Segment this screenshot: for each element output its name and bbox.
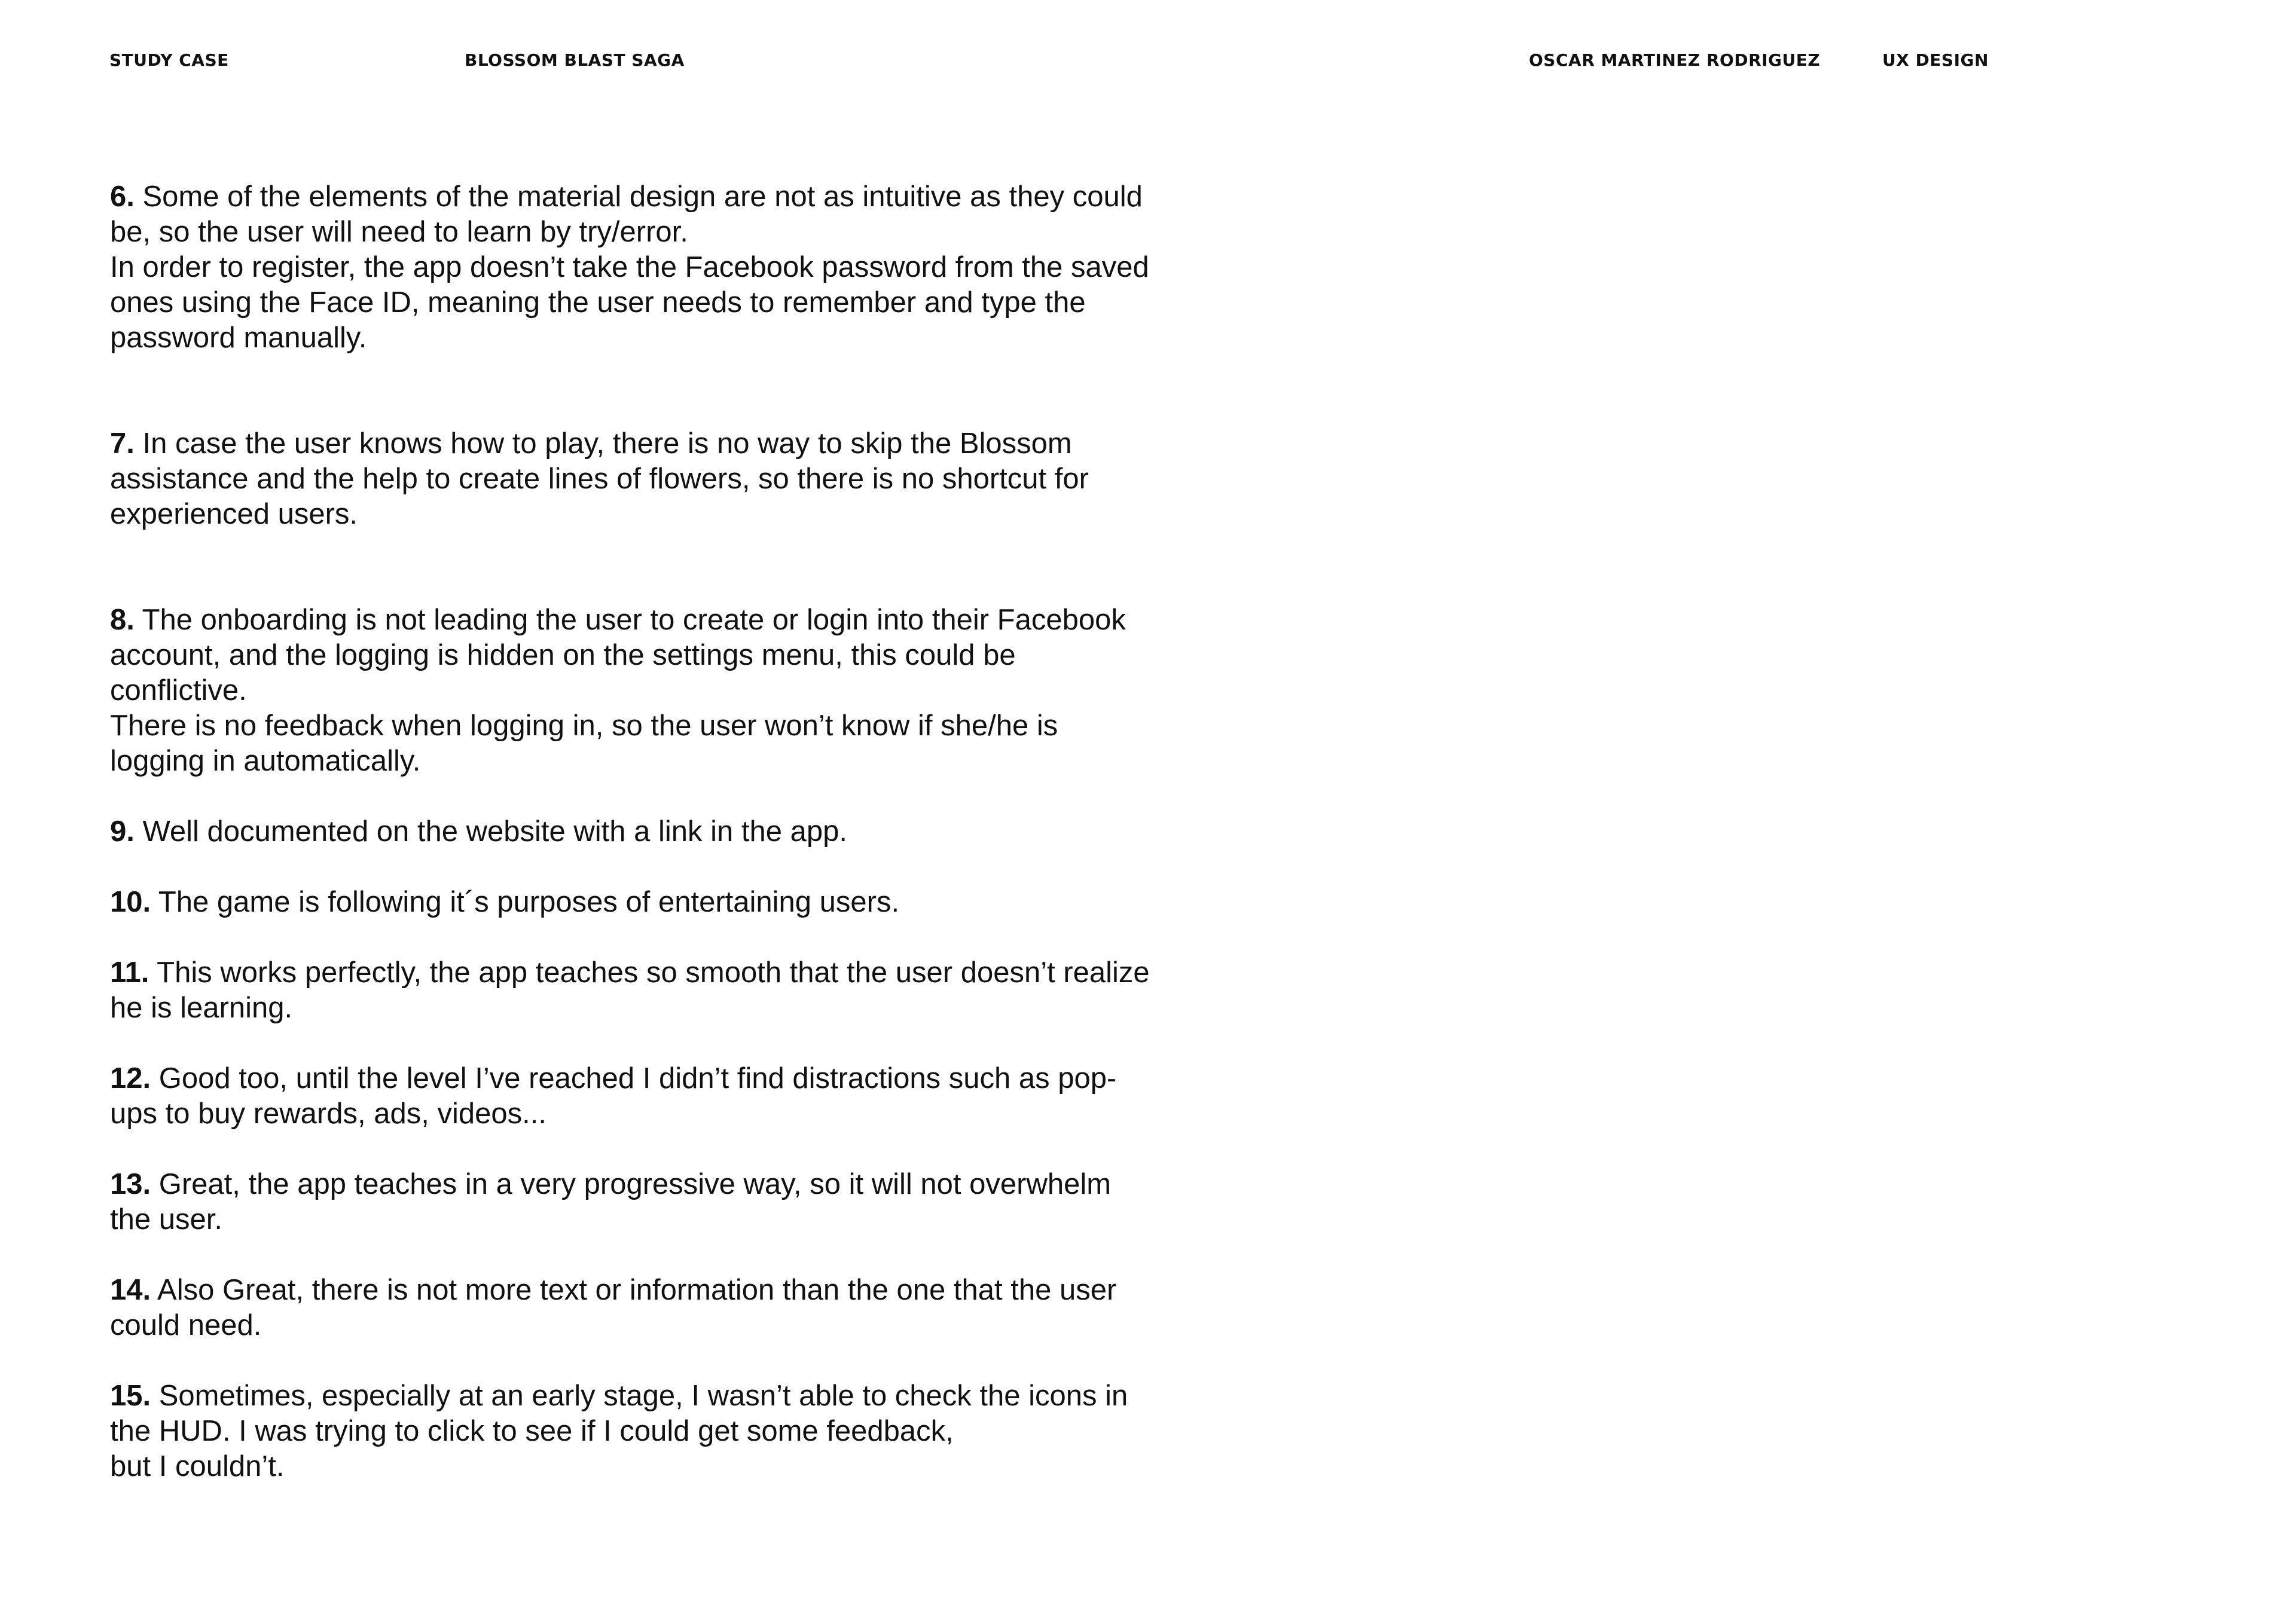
finding-number: 15. [110,1380,151,1412]
finding-text: The game is following it´s purposes of entertaining users. [158,886,900,918]
finding-paragraph [110,179,1150,250]
header-project-title: BLOSSOM BLAST SAGA [465,50,685,70]
finding-text: Sometimes, especially at an early stage, I wasn’t able to check the icons in the HUD. I was trying to click to see if I could get some feedback, [110,1380,1128,1447]
finding-text: Some of the elements of the material design are not as intuitive as they could be, so the user will need to learn by try/error. [110,181,1143,248]
header-study-case: STUDY CASE [109,50,229,70]
finding-item-12 [110,1061,1150,1132]
finding-number: 11. [110,956,149,989]
finding-item-13 [110,1167,1150,1237]
finding-paragraph [110,955,1150,1026]
finding-paragraph [110,814,1150,849]
finding-extra-text: In order to register, the app doesn’t take the Facebook password from the saved ones using the Face ID, meaning the user needs to remember and type the password manually. [110,251,1149,354]
finding-paragraph [110,885,1150,920]
finding-paragraph [110,1167,1150,1237]
finding-number: 10. [110,886,151,918]
finding-item-10 [110,885,1150,920]
header-discipline: UX DESIGN [1882,50,1989,70]
findings-list [110,179,1150,1484]
finding-text: Good too, until the level I’ve reached I didn’t find distractions such as pop-ups to buy rewards, ads, videos... [110,1062,1117,1130]
finding-item-15 [110,1379,1150,1484]
finding-text: This works perfectly, the app teaches so smooth that the user doesn’t realize he is learning. [110,956,1150,1024]
finding-number: 6. [110,181,135,213]
finding-number: 14. [110,1274,151,1306]
finding-paragraph [110,1061,1150,1132]
finding-paragraph [110,1273,1150,1343]
finding-item-14 [110,1273,1150,1343]
page-header [0,50,2296,80]
finding-text: The onboarding is not leading the user to create or login into their Facebook account, and the logging is hidden on the settings menu, this could be conflictive. [110,604,1126,707]
finding-number: 7. [110,427,135,460]
finding-item-7 [110,426,1150,532]
finding-paragraph [110,603,1150,708]
finding-text: Also Great, there is not more text or information than the one that the user could need. [110,1274,1117,1341]
finding-text: Great, the app teaches in a very progressive way, so it will not overwhelm the user. [110,1168,1112,1236]
finding-extra-text: but I couldn’t. [110,1450,285,1483]
finding-paragraph [110,426,1150,532]
finding-number: 12. [110,1062,151,1095]
finding-extra-text: There is no feedback when logging in, so the user won’t know if she/he is logging in automatically. [110,710,1058,777]
finding-item-8 [110,603,1150,779]
finding-number: 8. [110,604,135,636]
finding-number: 13. [110,1168,151,1200]
finding-paragraph [110,1379,1150,1449]
finding-item-9 [110,814,1150,849]
finding-item-6 [110,179,1150,356]
header-author: OSCAR MARTINEZ RODRIGUEZ [1529,50,1821,70]
finding-text: In case the user knows how to play, there is no way to skip the Blossom assistance and the help to create lines of flowers, so there is no shortcut for experienced users. [110,427,1089,530]
finding-item-11 [110,955,1150,1026]
finding-number: 9. [110,815,135,848]
finding-text: Well documented on the website with a link in the app. [142,815,848,848]
